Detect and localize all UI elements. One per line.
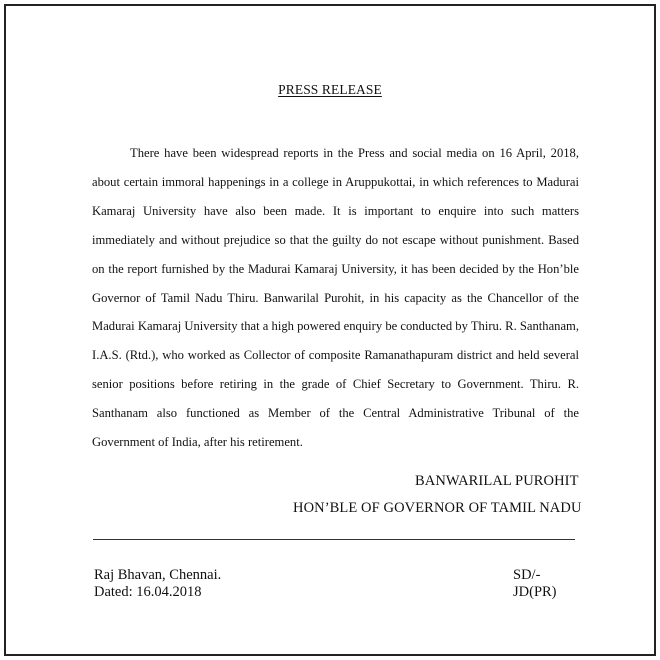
footer-issuer: JD(PR) — [513, 584, 557, 600]
document-title: PRESS RELEASE — [278, 82, 382, 97]
signatory-name: BANWARILAL PUROHIT — [415, 473, 579, 489]
body-paragraph: There have been widespread reports in the Press and social media on 16 April, 2018, about certain immoral happenings in a college in Aruppukottai, in which references to Madurai Kamaraj University have also been made. It is important to enquire into such matters immediately and without prejudice so that the guilty do not escape without punishment. Based on the report furnished by the Madurai Kamaraj University, it has been decided by the Hon’ble Governor of Tamil Nadu Thiru. Banwarilal Purohit, in his capacity as the Chancellor of the Madurai Kamaraj University that a high powered enquiry be conducted by Thiru. R. Santhanam, I.A.S. (Rtd.), who worked as Collector of composite Ramanathapuram district and held several senior positions before retiring in the grade of Chief Secretary to Government. Thiru. R. Santhanam also functioned as Member of the Central Administrative Tribunal of the Government of India, after his retirement. — [92, 146, 579, 450]
document-title-wrap — [6, 82, 654, 98]
divider-line — [93, 539, 575, 540]
footer-date: Dated: 16.04.2018 — [94, 584, 202, 600]
footer-place: Raj Bhavan, Chennai. — [94, 567, 222, 583]
footer-right — [513, 567, 557, 601]
footer-left — [94, 567, 221, 601]
document-page — [4, 4, 656, 656]
footer-sd: SD/- — [513, 567, 541, 583]
signatory-title: HON’BLE OF GOVERNOR OF TAMIL NADU — [293, 500, 582, 516]
